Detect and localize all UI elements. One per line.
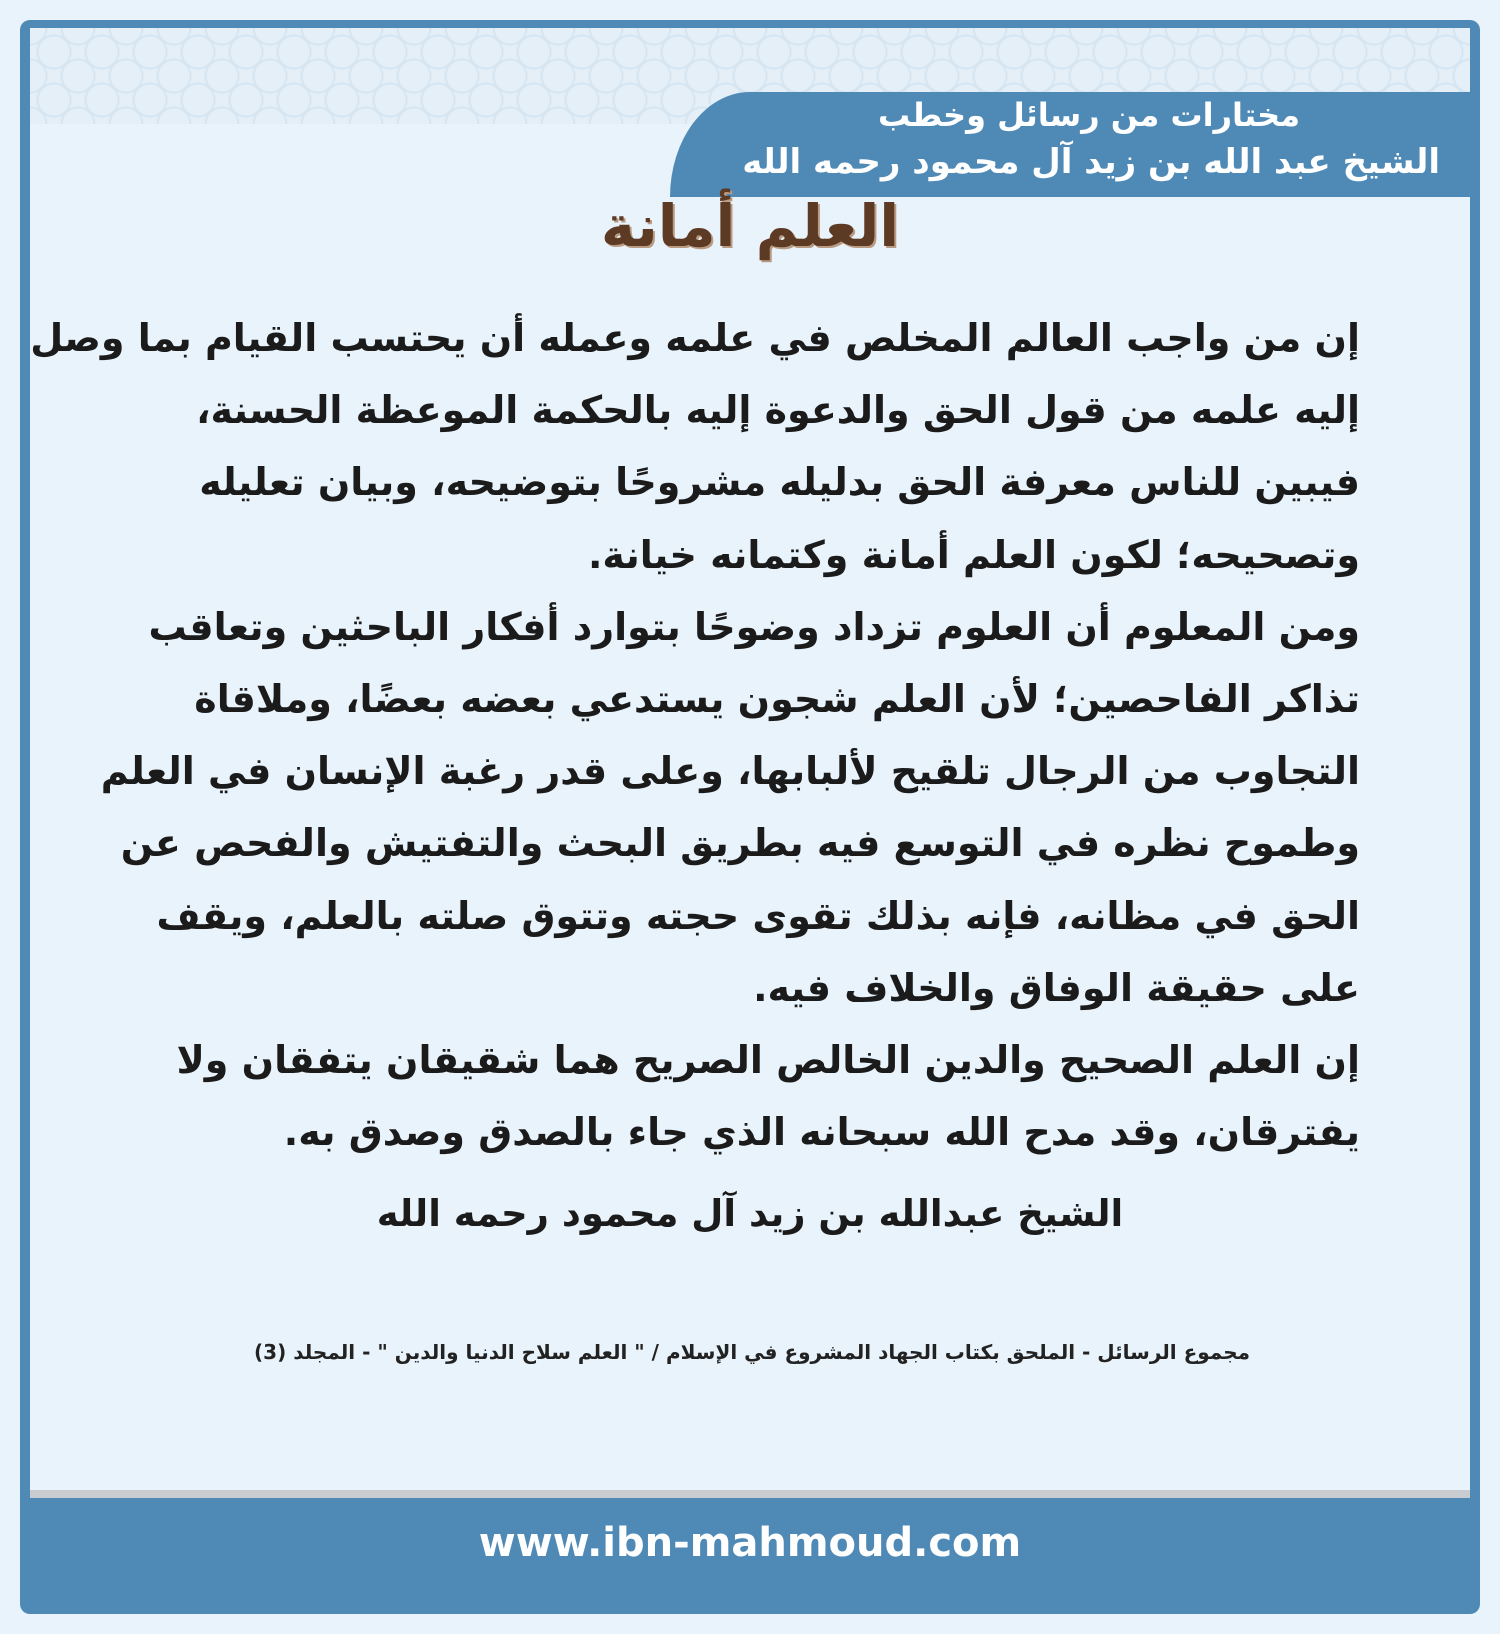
text-line: ومن المعلوم أن العلوم تزداد وضوحًا بتوارد أفكار الباحثين وتعاقب (148, 604, 1360, 649)
page-title: العلم أمانة (600, 192, 900, 260)
header-subtitle: مختارات من رسائل وخطب (877, 96, 1300, 134)
text-line: الحق في مظانه، فإنه بذلك تقوى حجته وتتوق صلته بالعلم، ويقف (156, 893, 1360, 938)
paragraph-2 (100, 591, 1360, 1024)
website-link[interactable]: www.ibn-mahmoud.com (478, 1520, 1022, 1566)
text-line: يفترقان، وقد مدح الله سبحانه الذي جاء بالصدق وصدق به. (283, 1110, 1360, 1155)
divider (30, 1490, 1470, 1498)
paragraph-1 (30, 302, 1360, 591)
author-signature: الشيخ عبدالله بن زيد آل محمود رحمه الله (376, 1192, 1124, 1235)
text-line: وتصحيحه؛ لكون العلم أمانة وكتمانه خيانة. (587, 532, 1360, 577)
text-line: وطموح نظره في التوسع فيه بطريق البحث والتفتيش والفحص عن (120, 821, 1360, 866)
header-banner (670, 92, 1470, 197)
text-line: على حقيقة الوفاق والخلاف فيه. (753, 965, 1360, 1010)
text-line: إن من واجب العالم المخلص في علمه وعمله أن يحتسب القيام بما وصل (30, 316, 1360, 360)
paragraph-3 (120, 1024, 1360, 1168)
text-line: إن العلم الصحيح والدين الخالص الصريح هما شقيقان يتفقان ولا (176, 1038, 1360, 1083)
text-line: تذاكر الفاحصين؛ لأن العلم شجون يستدعي بعضه بعضًا، وملاقاة (194, 677, 1360, 722)
article-body (30, 302, 1360, 1168)
text-line: التجاوب من الرجال تلقيح لألبابها، وعلى قدر رغبة الإنسان في العلم (100, 749, 1360, 794)
text-line: إليه علمه من قول الحق والدعوة إليه بالحكمة الموعظة الحسنة، (196, 388, 1360, 433)
source-citation: مجموع الرسائل - الملحق بكتاب الجهاد المشروع في الإسلام / " العلم سلاح الدنيا والدين " - المجلد (3) (254, 1340, 1250, 1364)
header-author: الشيخ عبد الله بن زيد آل محمود رحمه الله (742, 142, 1440, 182)
text-line: فيبين للناس معرفة الحق بدليله مشروحًا بتوضيحه، وبيان تعليله (199, 460, 1360, 505)
